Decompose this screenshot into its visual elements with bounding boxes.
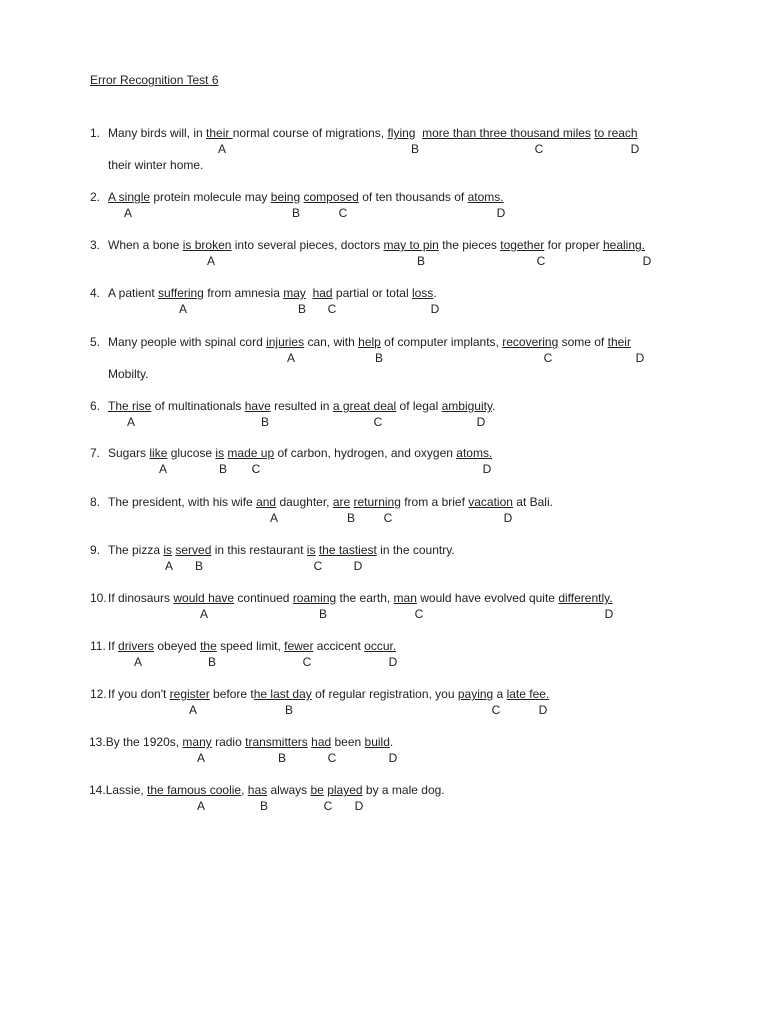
underlined-segment: have bbox=[244, 399, 271, 413]
underlined-segment: differently. bbox=[558, 591, 613, 605]
option-letter-c: C bbox=[373, 415, 383, 429]
option-letter-d: D bbox=[604, 607, 614, 621]
option-letter-b: B bbox=[374, 351, 383, 365]
option-letter-a: A bbox=[196, 799, 205, 813]
question-number: 7. bbox=[90, 446, 101, 460]
text-segment: If bbox=[108, 639, 119, 653]
option-letter-b: B bbox=[259, 799, 268, 813]
option-letter-c: C bbox=[251, 462, 261, 476]
option-letter-c: C bbox=[327, 302, 337, 316]
option-letter-c: C bbox=[543, 351, 553, 365]
option-letter-d: D bbox=[503, 511, 513, 525]
option-letter-b: B bbox=[291, 206, 300, 220]
underlined-segment: atoms. bbox=[467, 190, 504, 204]
question-number: 11. bbox=[90, 639, 106, 653]
option-letter-d: D bbox=[635, 351, 645, 365]
option-letter-d: D bbox=[353, 559, 363, 573]
text-segment: of regular registration, you bbox=[311, 687, 458, 701]
underlined-segment: The rise bbox=[108, 399, 152, 413]
option-letter-a: A bbox=[286, 351, 295, 365]
option-letter-b: B bbox=[318, 607, 327, 621]
underlined-segment: their bbox=[206, 126, 233, 140]
underlined-segment: suffering bbox=[158, 286, 204, 300]
underlined-segment: made up bbox=[227, 446, 275, 460]
underlined-segment: and bbox=[256, 495, 277, 509]
text-segment: normal course of migrations, bbox=[232, 126, 388, 140]
underlined-segment: build bbox=[364, 735, 390, 749]
text-segment: the earth, bbox=[336, 591, 394, 605]
underlined-segment: had bbox=[311, 735, 332, 749]
text-segment: for proper bbox=[544, 238, 603, 252]
text-segment: A patient bbox=[108, 286, 159, 300]
option-letter-c: C bbox=[338, 206, 348, 220]
question-item bbox=[0, 286, 768, 332]
question-sentence bbox=[108, 399, 495, 414]
question-item bbox=[0, 190, 768, 236]
question-sentence bbox=[108, 190, 504, 205]
question-item bbox=[0, 399, 768, 445]
question-item bbox=[0, 335, 768, 381]
text-segment: of ten thousands of bbox=[358, 190, 468, 204]
text-segment: of legal bbox=[396, 399, 442, 413]
text-segment: from amnesia bbox=[203, 286, 284, 300]
option-letter-b: B bbox=[207, 655, 216, 669]
underlined-segment: had bbox=[312, 286, 333, 300]
option-letter-a: A bbox=[269, 511, 278, 525]
underlined-segment: returning bbox=[353, 495, 401, 509]
question-sentence bbox=[108, 495, 553, 510]
option-letter-b: B bbox=[297, 302, 306, 316]
option-letter-b: B bbox=[260, 415, 269, 429]
text-segment: into several pieces, doctors bbox=[231, 238, 384, 252]
underlined-segment: is bbox=[163, 543, 173, 557]
question-sentence bbox=[108, 446, 492, 461]
underlined-segment: together bbox=[500, 238, 545, 252]
text-segment: can, with bbox=[304, 335, 359, 349]
underlined-segment: being bbox=[270, 190, 301, 204]
question-number: 13. bbox=[89, 735, 106, 749]
underlined-segment: is bbox=[306, 543, 316, 557]
text-segment: of computer implants, bbox=[380, 335, 503, 349]
underlined-segment: injuries bbox=[266, 335, 305, 349]
option-letter-a: A bbox=[164, 559, 173, 573]
text-segment: Sugars bbox=[108, 446, 150, 460]
question-item bbox=[0, 735, 768, 781]
underlined-segment: played bbox=[327, 783, 363, 797]
underlined-segment: transmitters bbox=[245, 735, 308, 749]
text-segment: from a brief bbox=[400, 495, 469, 509]
option-letter-a: A bbox=[196, 751, 205, 765]
question-item bbox=[0, 543, 768, 589]
option-letter-b: B bbox=[218, 462, 227, 476]
text-segment: before t bbox=[209, 687, 254, 701]
question-item bbox=[0, 495, 768, 541]
underlined-segment: flying bbox=[387, 126, 416, 140]
question-number: 1. bbox=[90, 126, 101, 140]
text-segment: protein molecule may bbox=[150, 190, 271, 204]
option-letter-d: D bbox=[630, 142, 640, 156]
text-segment: . bbox=[492, 399, 496, 413]
question-number: 12. bbox=[90, 687, 107, 701]
question-item bbox=[0, 238, 768, 284]
question-sentence bbox=[108, 286, 437, 301]
option-letter-a: A bbox=[126, 415, 135, 429]
question-item bbox=[0, 783, 768, 829]
text-segment: of multinationals bbox=[151, 399, 245, 413]
text-segment: would have evolved quite bbox=[416, 591, 559, 605]
text-segment: . bbox=[433, 286, 437, 300]
text-segment: The president, with his wife bbox=[108, 495, 257, 509]
text-segment: continued bbox=[234, 591, 293, 605]
underlined-segment: occur. bbox=[364, 639, 397, 653]
question-item bbox=[0, 591, 768, 637]
underlined-segment: is broken bbox=[182, 238, 232, 252]
text-segment: obeyed bbox=[154, 639, 201, 653]
option-letter-c: C bbox=[491, 703, 501, 717]
option-letter-c: C bbox=[414, 607, 424, 621]
underlined-segment: a great deal bbox=[332, 399, 397, 413]
underlined-segment: the famous coolie bbox=[147, 783, 242, 797]
underlined-segment: served bbox=[175, 543, 212, 557]
question-sentence bbox=[89, 735, 393, 750]
text-segment: at Bali. bbox=[512, 495, 553, 509]
question-item bbox=[0, 446, 768, 492]
question-number: 10. bbox=[90, 591, 107, 605]
question-item bbox=[0, 639, 768, 685]
question-continuation: their winter home. bbox=[108, 158, 204, 172]
option-letter-a: A bbox=[188, 703, 197, 717]
question-number: 5. bbox=[90, 335, 101, 349]
text-segment: of carbon, hydrogen, and oxygen bbox=[274, 446, 457, 460]
question-number: 2. bbox=[90, 190, 101, 204]
underlined-segment: more than three thousand miles bbox=[422, 126, 591, 140]
option-letter-b: B bbox=[416, 254, 425, 268]
option-letter-a: A bbox=[206, 254, 215, 268]
option-letter-c: C bbox=[302, 655, 312, 669]
underlined-segment: man bbox=[393, 591, 417, 605]
option-letter-d: D bbox=[538, 703, 548, 717]
option-letter-a: A bbox=[123, 206, 132, 220]
question-sentence bbox=[108, 639, 396, 654]
underlined-segment: late fee. bbox=[506, 687, 550, 701]
underlined-segment: paying bbox=[457, 687, 494, 701]
text-segment: . bbox=[389, 735, 394, 749]
text-segment: resulted in bbox=[270, 399, 333, 413]
underlined-segment: he last day bbox=[253, 687, 312, 701]
text-segment: Lassie, bbox=[105, 783, 148, 797]
underlined-segment: loss bbox=[411, 286, 434, 300]
option-letter-a: A bbox=[133, 655, 142, 669]
underlined-segment: many bbox=[182, 735, 212, 749]
question-sentence bbox=[108, 687, 549, 702]
option-letter-d: D bbox=[354, 799, 364, 813]
option-letter-a: A bbox=[178, 302, 187, 316]
underlined-segment: would have bbox=[173, 591, 235, 605]
option-letter-b: B bbox=[194, 559, 203, 573]
text-segment: speed limit, bbox=[216, 639, 285, 653]
option-letter-d: D bbox=[430, 302, 440, 316]
option-letter-c: C bbox=[313, 559, 323, 573]
text-segment: in this restaurant bbox=[211, 543, 307, 557]
underlined-segment: roaming bbox=[292, 591, 337, 605]
underlined-segment: may bbox=[283, 286, 306, 300]
underlined-segment: help bbox=[358, 335, 381, 349]
text-segment bbox=[306, 286, 313, 300]
option-letter-d: D bbox=[388, 655, 398, 669]
underlined-segment: be bbox=[310, 783, 324, 797]
underlined-segment: like bbox=[149, 446, 168, 460]
underlined-segment: fewer bbox=[284, 639, 314, 653]
underlined-segment: the bbox=[200, 639, 217, 653]
text-segment: partial or total bbox=[332, 286, 412, 300]
question-sentence bbox=[108, 543, 455, 558]
question-number: 4. bbox=[90, 286, 101, 300]
underlined-segment: A single bbox=[108, 190, 151, 204]
underlined-segment: is bbox=[215, 446, 225, 460]
underlined-segment: atoms. bbox=[456, 446, 493, 460]
text-segment: Many people with spinal cord bbox=[108, 335, 267, 349]
underlined-segment: the tastiest bbox=[318, 543, 377, 557]
question-continuation: Mobilty. bbox=[108, 367, 149, 381]
question-number: 6. bbox=[90, 399, 101, 413]
question-number: 3. bbox=[90, 238, 101, 252]
underlined-segment: healing. bbox=[602, 238, 646, 252]
question-sentence bbox=[89, 783, 445, 798]
text-segment: a bbox=[493, 687, 507, 701]
underlined-segment: ambiguity bbox=[441, 399, 493, 413]
option-letter-c: C bbox=[323, 799, 333, 813]
text-segment: Many birds will, in bbox=[108, 126, 207, 140]
option-letter-d: D bbox=[642, 254, 652, 268]
option-letter-d: D bbox=[496, 206, 506, 220]
text-segment: by a male dog. bbox=[362, 783, 445, 797]
underlined-segment: register bbox=[169, 687, 210, 701]
text-segment: When a bone bbox=[108, 238, 183, 252]
option-letter-a: A bbox=[158, 462, 167, 476]
text-segment: the pieces bbox=[438, 238, 501, 252]
option-letter-d: D bbox=[476, 415, 486, 429]
text-segment: always bbox=[267, 783, 311, 797]
question-number: 14. bbox=[89, 783, 106, 797]
underlined-segment: has bbox=[247, 783, 268, 797]
text-segment: in the country. bbox=[376, 543, 455, 557]
question-item bbox=[0, 126, 768, 172]
underlined-segment: drivers bbox=[118, 639, 155, 653]
option-letter-b: B bbox=[410, 142, 419, 156]
option-letter-b: B bbox=[346, 511, 355, 525]
underlined-segment: may to pin bbox=[383, 238, 439, 252]
text-segment: accicent bbox=[313, 639, 365, 653]
question-number: 9. bbox=[90, 543, 101, 557]
page-title: Error Recognition Test 6 bbox=[90, 73, 219, 87]
option-letter-c: C bbox=[534, 142, 544, 156]
question-item bbox=[0, 687, 768, 733]
question-sentence bbox=[108, 238, 645, 253]
text-segment: glucose bbox=[167, 446, 216, 460]
underlined-segment: their bbox=[607, 335, 631, 349]
text-segment: been bbox=[331, 735, 365, 749]
question-number: 8. bbox=[90, 495, 101, 509]
option-letter-d: D bbox=[482, 462, 492, 476]
text-segment: daughter, bbox=[276, 495, 333, 509]
option-letter-a: A bbox=[199, 607, 208, 621]
underlined-segment: to reach bbox=[594, 126, 638, 140]
text-segment: If dinosaurs bbox=[108, 591, 174, 605]
question-sentence bbox=[108, 591, 613, 606]
question-sentence bbox=[108, 335, 631, 350]
question-sentence bbox=[108, 126, 638, 141]
underlined-segment: composed bbox=[303, 190, 359, 204]
text-segment: some of bbox=[558, 335, 608, 349]
option-letter-d: D bbox=[388, 751, 398, 765]
underlined-segment: vacation bbox=[468, 495, 513, 509]
option-letter-a: A bbox=[217, 142, 226, 156]
option-letter-b: B bbox=[284, 703, 293, 717]
text-segment: , bbox=[241, 783, 248, 797]
text-segment: The pizza bbox=[108, 543, 164, 557]
underlined-segment: recovering bbox=[502, 335, 559, 349]
underlined-segment: are bbox=[332, 495, 351, 509]
text-segment: radio bbox=[211, 735, 246, 749]
option-letter-b: B bbox=[277, 751, 286, 765]
text-segment: By the 1920s, bbox=[105, 735, 183, 749]
option-letter-c: C bbox=[327, 751, 337, 765]
option-letter-c: C bbox=[383, 511, 393, 525]
option-letter-c: C bbox=[536, 254, 546, 268]
text-segment: If you don't bbox=[108, 687, 170, 701]
